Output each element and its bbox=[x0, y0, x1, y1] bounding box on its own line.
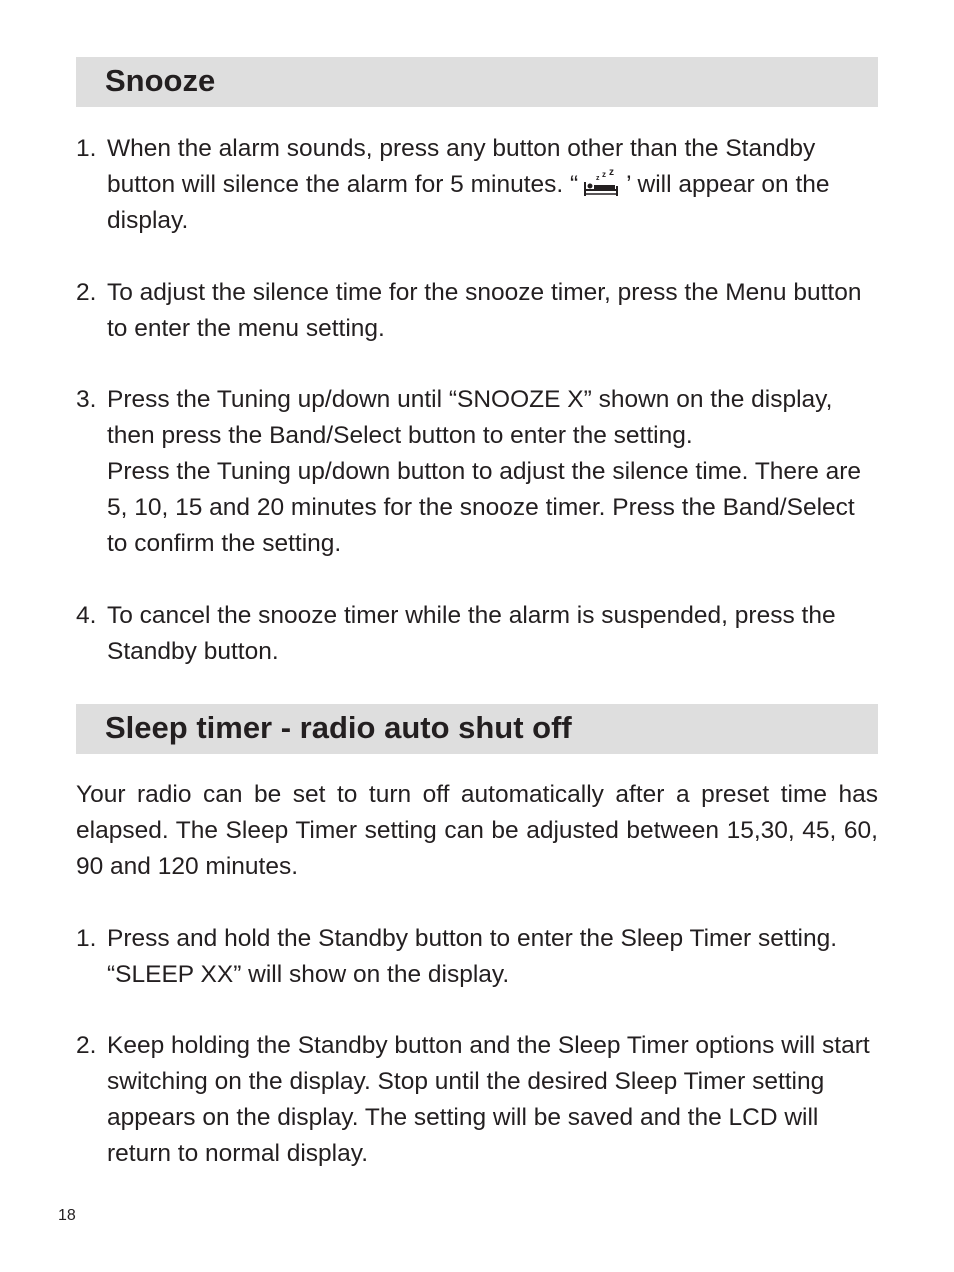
snooze-item-3-text-continued: Press the Tuning up/down button to adjust the silence time. There are 5, 10, 15 and 20 minutes for the snooze timer. Press the Band/Select to confirm the setting. bbox=[107, 458, 862, 557]
snooze-item-3-text: Press the Tuning up/down until “SNOOZE X” shown on the display, then press the Band/Select button to enter the setting. bbox=[107, 386, 833, 449]
snooze-item-2-text: To adjust the silence time for the snooze timer, press the Menu button to enter the menu setting. bbox=[107, 279, 862, 342]
snooze-item-1 bbox=[76, 131, 878, 239]
snooze-item-4-text: To cancel the snooze timer while the alarm is suspended, press the Standby button. bbox=[107, 602, 836, 665]
snooze-bed-icon bbox=[582, 168, 622, 198]
snooze-item-3 bbox=[76, 382, 878, 562]
sleep-timer-item-1 bbox=[76, 921, 878, 993]
snooze-item-2 bbox=[76, 275, 878, 347]
snooze-item-1-text-end: ’ will appear on the display. bbox=[107, 171, 830, 234]
svg-text:z: z bbox=[609, 168, 615, 178]
sleep-timer-item-2 bbox=[76, 1028, 878, 1172]
page-number: 18 bbox=[58, 1207, 76, 1224]
list-number: 2. bbox=[76, 279, 97, 306]
snooze-heading: Snooze bbox=[105, 63, 216, 98]
list-number: 1. bbox=[76, 925, 97, 952]
list-number: 3. bbox=[76, 386, 97, 413]
sleep-timer-item-2-text: Keep holding the Standby button and the Sleep Timer options will start switching on the display. Stop until the desired Sleep Timer setting appears on the display. The setting will be saved and the LCD will return to normal display. bbox=[107, 1032, 870, 1167]
sleep-timer-heading: Sleep timer - radio auto shut off bbox=[105, 710, 572, 745]
snooze-section-header bbox=[76, 57, 878, 107]
svg-text:z: z bbox=[602, 170, 607, 179]
snooze-item-1-text-start: When the alarm sounds, press any button other than the Standby button will silence the alarm for 5 minutes. “ bbox=[107, 135, 816, 198]
sleep-timer-section-header bbox=[76, 704, 878, 754]
sleep-timer-intro: Your radio can be set to turn off automatically after a preset time has elapsed. The Sleep Timer setting can be adjusted between 15,30, 45, 60, 90 and 120 minutes. bbox=[76, 781, 878, 880]
list-number: 4. bbox=[76, 602, 97, 629]
list-number: 1. bbox=[76, 135, 97, 162]
list-number: 2. bbox=[76, 1032, 97, 1059]
svg-text:z: z bbox=[596, 175, 600, 182]
sleep-timer-item-1-text: Press and hold the Standby button to enter the Sleep Timer setting. “SLEEP XX” will show on the display. bbox=[107, 925, 838, 988]
snooze-item-4 bbox=[76, 598, 878, 670]
